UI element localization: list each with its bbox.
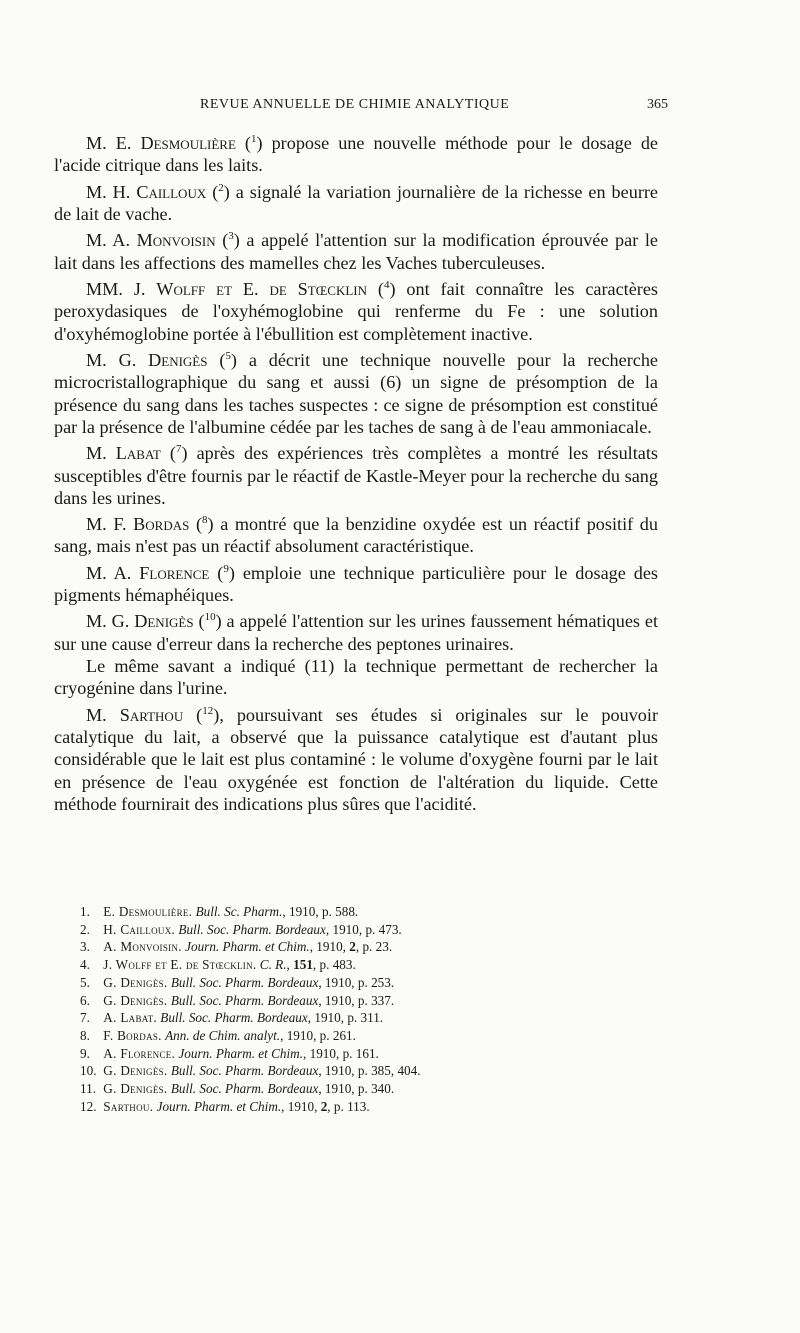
footnote: 10. G. Denigès. Bull. Soc. Pharm. Bordeaux, 1910, p. 385, 404.: [80, 1063, 421, 1079]
footnote: 11. G. Denigès. Bull. Soc. Pharm. Bordeaux, 1910, p. 340.: [80, 1081, 395, 1097]
body-text: [54, 128, 658, 815]
author-name: Cailloux: [136, 181, 207, 202]
paragraph: M. Labat ($^7$) après des expériences très complètes a montré les résultats susceptibles d'être fournis par le réactif de Kastle-Meyer pour la recherche du sang dans les urines.: [54, 443, 658, 508]
footnote: 6. G. Denigès. Bull. Soc. Pharm. Bordeaux, 1910, p. 337.: [80, 992, 395, 1008]
author-name: Desmoulière: [140, 133, 236, 154]
paragraph: M. G. Denigès ($^{10}$) a appelé l'attention sur les urines faussement hématiques et sur une cause d'erreur dans la recherche des peptones urinaires.: [54, 611, 659, 654]
footnote: 4. J. Wolff et E. de Stœcklin. C. R., 151, p. 483.: [80, 957, 356, 973]
footnote-ref: 12: [202, 704, 214, 717]
author-name: Wolff et E. de Stœcklin: [156, 279, 368, 300]
footnote: 12. Sarthou. Journ. Pharm. et Chim., 1910, 2, p. 113.: [80, 1098, 370, 1114]
author-name: Labat: [115, 443, 161, 464]
running-title: REVUE ANNUELLE DE CHIMIE ANALYTIQUE: [200, 97, 510, 112]
footnote-ref: 7: [175, 443, 182, 456]
footnotes: [80, 903, 640, 1115]
paragraph: M. H. Cailloux ($^2$) a signalé la variation journalière de la richesse en beurre de lait de vache.: [54, 181, 658, 225]
author-name: Monvoisin: [136, 230, 216, 251]
footnote-ref: 4: [383, 278, 390, 291]
footnote-ref: 10: [204, 611, 216, 624]
footnote: 2. H. Cailloux. Bull. Soc. Pharm. Bordeaux, 1910, p. 473.: [80, 921, 402, 937]
paragraph: M. G. Denigès ($^5$) a décrit une technique nouvelle pour la recherche microcristallographique du sang et aussi (6) un signe de présomption de la présence du sang dans les taches suspectes : ce signe de présomption est constitué par la présence de l'albumine cédée par les taches de sang à de l'eau ammoniacale.: [54, 349, 659, 437]
footnote-ref: 3: [228, 230, 234, 243]
author-name: Denigès: [134, 611, 194, 632]
footnote-ref: 2: [218, 181, 224, 194]
page-number: 365: [647, 97, 668, 112]
paragraph: Le même savant a indiqué (11) la technique permettant de rechercher la cryogénine dans l'urine.: [54, 656, 658, 699]
paragraph: M. A. Florence ($^9$) emploie une technique particulière pour le dosage des pigments hémaphéiques.: [54, 562, 658, 606]
footnote-ref: 8: [202, 514, 208, 527]
paragraph: M. Sarthou ($^{12}$), poursuivant ses études si originales sur le pouvoir catalytique du lait, a observé que la puissance catalytique est d'autant plus considérable que le lait est plus contaminé : le volume d'oxygène fourni par le lait en présence de l'eau oxygénée est fonction de l'altération du liquide. Cette méthode fournirait des indications plus sûres que l'acidité.: [54, 704, 659, 814]
author-name: Denigès: [148, 349, 208, 370]
page-header: [200, 97, 668, 117]
footnote: 1. E. Desmoulière. Bull. Sc. Pharm., 1910, p. 588.: [80, 904, 359, 919]
paragraph: M. E. Desmoulière ($^1$) propose une nouvelle méthode pour le dosage de l'acide citrique dans les laits.: [54, 133, 659, 176]
author-name: Florence: [139, 562, 210, 583]
paragraph: M. F. Bordas ($^8$) a montré que la benzidine oxydée est un réactif positif du sang, mais n'est pas un réactif absolument caractéristique.: [54, 514, 658, 557]
paragraph: MM. J. Wolff et E. de Stœcklin ($^4$) ont fait connaître les caractères peroxydasiques de l'oxyhémoglobine qui renferme du Fe : une solution d'oxyhémoglobine portée à l'ébullition est complètement inactive.: [54, 278, 658, 344]
footnote: 7. A. Labat. Bull. Soc. Pharm. Bordeaux, 1910, p. 311.: [80, 1010, 384, 1026]
footnote-ref: 1: [251, 133, 257, 145]
footnote-ref: 5: [225, 349, 231, 362]
author-name: Sarthou: [119, 704, 184, 725]
paragraph: M. A. Monvoisin ($^3$) a appelé l'attention sur la modification éprouvée par le lait dans les affections des mamelles chez les Vaches tuberculeuses.: [54, 230, 658, 273]
footnote: 9. A. Florence. Journ. Pharm. et Chim., 1910, p. 161.: [80, 1045, 379, 1061]
author-name: Bordas: [133, 514, 190, 535]
footnote: 8. F. Bordas. Ann. de Chim. analyt., 1910, p. 261.: [80, 1027, 356, 1043]
footnote: 5. G. Denigès. Bull. Soc. Pharm. Bordeaux, 1910, p. 253.: [80, 974, 395, 990]
footnote-ref: 9: [223, 562, 229, 575]
footnote: 3. A. Monvoisin. Journ. Pharm. et Chim., 1910, 2, p. 23.: [80, 939, 393, 955]
